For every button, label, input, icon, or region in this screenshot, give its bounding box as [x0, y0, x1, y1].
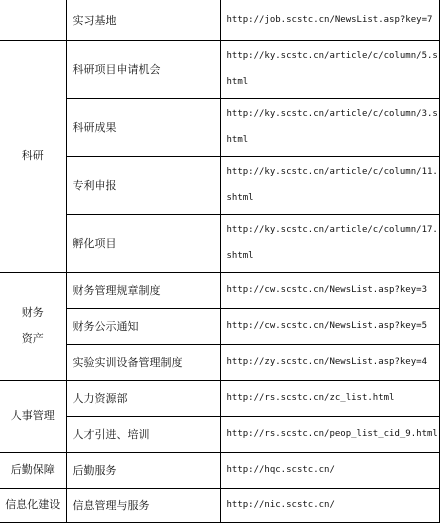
item-label: 人力资源部 [66, 380, 220, 416]
item-label: 后勤服务 [66, 452, 220, 488]
table-row [0, 344, 439, 380]
table-row [0, 452, 439, 488]
url-link[interactable]: http://rs.scstc.cn/peop_list_cid_9.html [220, 416, 439, 452]
url-link[interactable]: http://cw.scstc.cn/NewsList.asp?key=3 [220, 272, 439, 308]
url-link[interactable]: http://cw.scstc.cn/NewsList.asp?key=5 [220, 308, 439, 344]
table-row [0, 380, 439, 416]
url-link[interactable]: http://ky.scstc.cn/article/c/column/11. shtml [220, 156, 439, 214]
url-link[interactable]: http://ky.scstc.cn/article/c/column/17. shtml [220, 214, 439, 272]
url-link[interactable]: http://rs.scstc.cn/zc_list.html [220, 380, 439, 416]
category-cell: 财务 资产 [0, 272, 66, 380]
category-cell: 人事管理 [0, 380, 66, 452]
item-label: 孵化项目 [66, 214, 220, 272]
item-label: 科研成果 [66, 98, 220, 156]
item-label: 实验实训设备管理制度 [66, 344, 220, 380]
table-row [0, 98, 439, 156]
table-row [0, 214, 439, 272]
table-row [0, 272, 439, 308]
table-row [0, 40, 439, 98]
url-link[interactable]: http://ky.scstc.cn/article/c/column/5.s html [220, 40, 439, 98]
url-link[interactable]: http://nic.scstc.cn/ [220, 488, 439, 522]
item-label: 专利申报 [66, 156, 220, 214]
category-cell: 科研 [0, 40, 66, 272]
category-cell: 后勤保障 [0, 452, 66, 488]
table-row [0, 0, 439, 40]
url-link[interactable]: http://zy.scstc.cn/NewsList.asp?key=4 [220, 344, 439, 380]
item-label: 财务管理规章制度 [66, 272, 220, 308]
url-link[interactable]: http://job.scstc.cn/NewsList.asp?key=7 [220, 0, 439, 40]
table-row [0, 488, 439, 522]
item-label: 人才引进、培训 [66, 416, 220, 452]
table-row [0, 416, 439, 452]
category-cell: 信息化建设 [0, 488, 66, 522]
url-link[interactable]: http://hqc.scstc.cn/ [220, 452, 439, 488]
item-label: 实习基地 [66, 0, 220, 40]
table-row [0, 156, 439, 214]
url-link[interactable]: http://ky.scstc.cn/article/c/column/3.s html [220, 98, 439, 156]
table-row [0, 308, 439, 344]
item-label: 财务公示通知 [66, 308, 220, 344]
item-label: 信息管理与服务 [66, 488, 220, 522]
item-label: 科研项目申请机会 [66, 40, 220, 98]
category-cell [0, 0, 66, 40]
